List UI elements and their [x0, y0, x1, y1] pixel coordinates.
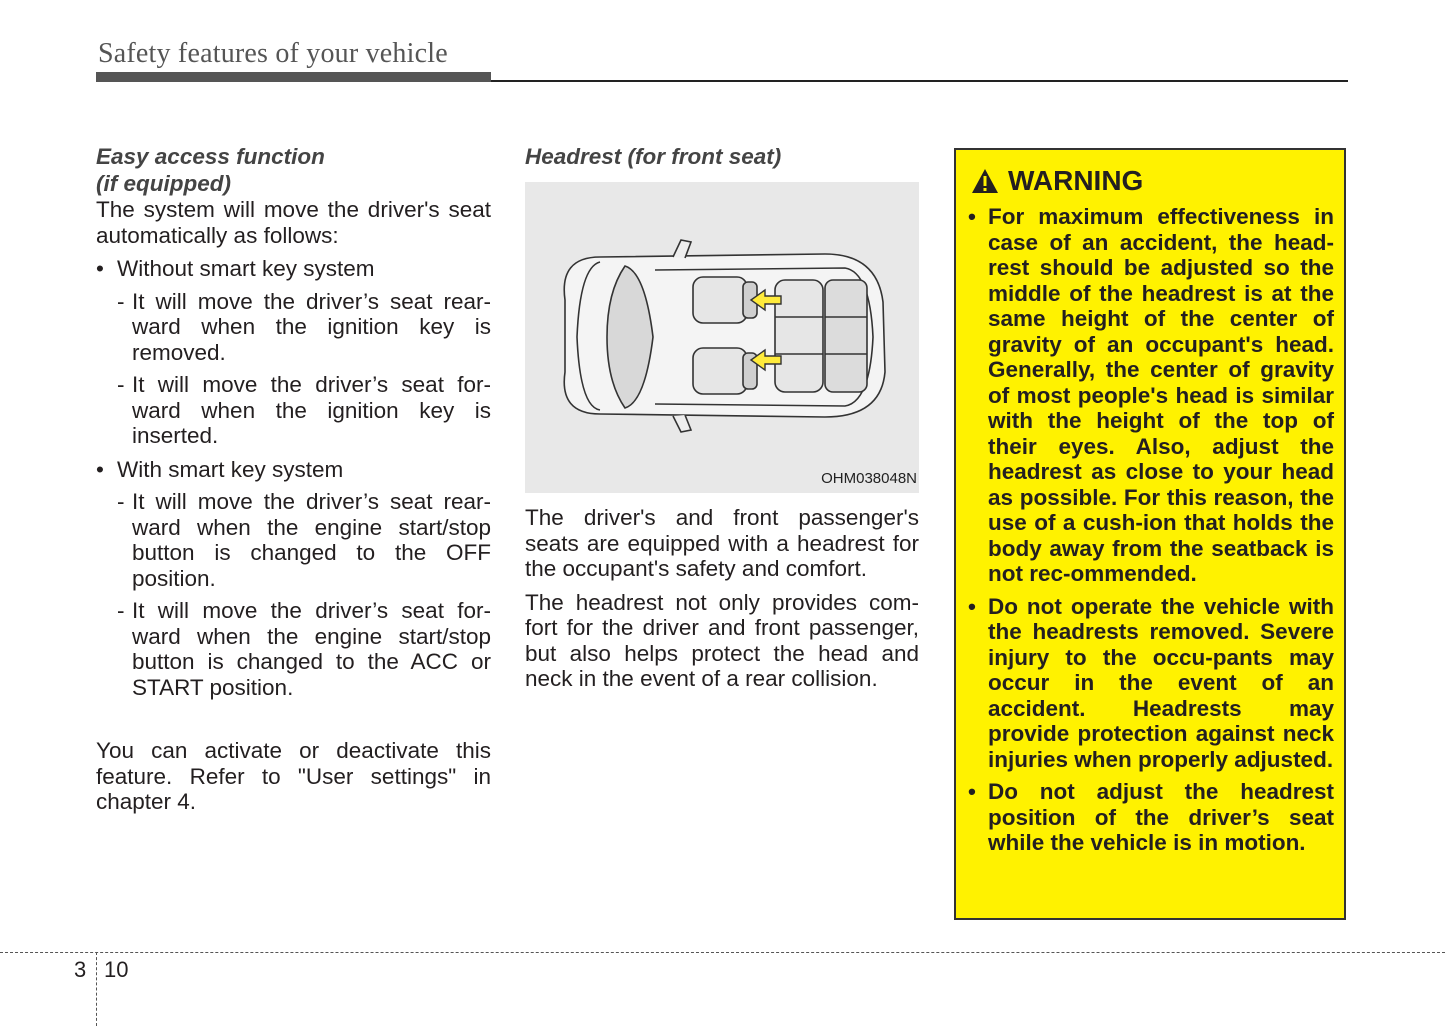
chapter-number: 3: [74, 957, 87, 982]
headrest-heading: Headrest (for front seat): [525, 144, 782, 169]
bullet-dot: •: [96, 256, 104, 281]
bullet-without-smart-key: [96, 256, 491, 282]
headrest-para-1: The driver's and front passenger's seats are equipped with a headrest for the occupant's safety and comfort.: [525, 505, 919, 581]
car-top-view-illustration: [525, 182, 919, 493]
warning-bullet: •: [968, 779, 976, 804]
warning-item-text: Do not adjust the headrest position of the driver’s seat while the vehicle is in motion.: [988, 779, 1334, 855]
warning-item-text: For maximum effectiveness in case of an accident, the head-rest should be adjusted so the middle of the headrest is at the same height of the center of gravity of an occupant's head. Generally, the center of gravity of most people's head is similar with the height of the top of their eyes. Also, adjust the headrest as close to your head as possible. For this reason, the use of a cush-ion that holds the body away from the seatback is not rec-ommended.: [988, 204, 1334, 586]
easy-access-section: [96, 143, 491, 815]
footer-divider: [96, 952, 97, 1026]
warning-bullet: •: [968, 204, 976, 229]
footer-rule: [0, 952, 1445, 953]
warning-item-text: Do not operate the vehicle with the headrests removed. Severe injury to the occu-pants may occur in the event of an accident. Headrests may provide protection against neck injuries when properly adjusted.: [988, 593, 1334, 772]
bullet-label: With smart key system: [117, 456, 344, 482]
dash-marker: -: [117, 288, 125, 314]
bullet-dot: •: [96, 456, 104, 482]
header-bar: [96, 72, 491, 82]
header-rule: [491, 80, 1348, 82]
warning-item: [968, 204, 1334, 587]
dash-marker: -: [117, 372, 125, 397]
bullet-with-smart-key: [96, 457, 491, 483]
headrest-section: [525, 143, 919, 692]
warning-box: [954, 148, 1346, 920]
warning-item: [968, 779, 1334, 856]
sub-item: [96, 372, 491, 449]
sub-item-text: It will move the driver’s seat rear-ward when the ignition key is removed.: [132, 288, 491, 365]
heading-line-1: Easy access function: [96, 144, 325, 169]
page-number: 10: [104, 957, 129, 982]
sub-item: [96, 489, 491, 591]
sub-item-text: It will move the driver’s seat for-ward when the ignition key is inserted.: [132, 372, 491, 448]
warning-title: WARNING: [1008, 165, 1144, 196]
warning-bullet: •: [968, 593, 976, 619]
headrest-figure: [525, 182, 919, 493]
easy-access-heading: [96, 143, 491, 197]
sub-item: [96, 289, 491, 366]
bullet-label: Without smart key system: [117, 256, 375, 281]
intro-text: The system will move the driver's seat automatically as follows:: [96, 197, 491, 248]
sub-item-text: It will move the driver’s seat rear-ward when the engine start/stop button is changed to the OFF position.: [132, 489, 491, 591]
heading-line-2: (if equipped): [96, 171, 231, 196]
sub-item-text: It will move the driver’s seat for-ward when the engine start/stop button is changed to the ACC or START position.: [132, 598, 491, 700]
warning-list: [968, 204, 1334, 863]
dash-marker: -: [117, 598, 125, 623]
warning-header: [970, 164, 1143, 198]
figure-code: OHM038048N: [821, 469, 917, 487]
settings-note: You can activate or deactivate this feature. Refer to "User settings" in chapter 4.: [96, 738, 491, 814]
headrest-para-2: The headrest not only provides com-fort for the driver and front passenger, but also helps protect the head and neck in the event of a rear collision.: [525, 589, 919, 691]
page-header-title: Safety features of your vehicle: [98, 38, 448, 69]
warning-triangle-icon: [970, 167, 1000, 195]
sub-item: [96, 598, 491, 700]
warning-item: [968, 594, 1334, 773]
dash-marker: -: [117, 489, 125, 514]
